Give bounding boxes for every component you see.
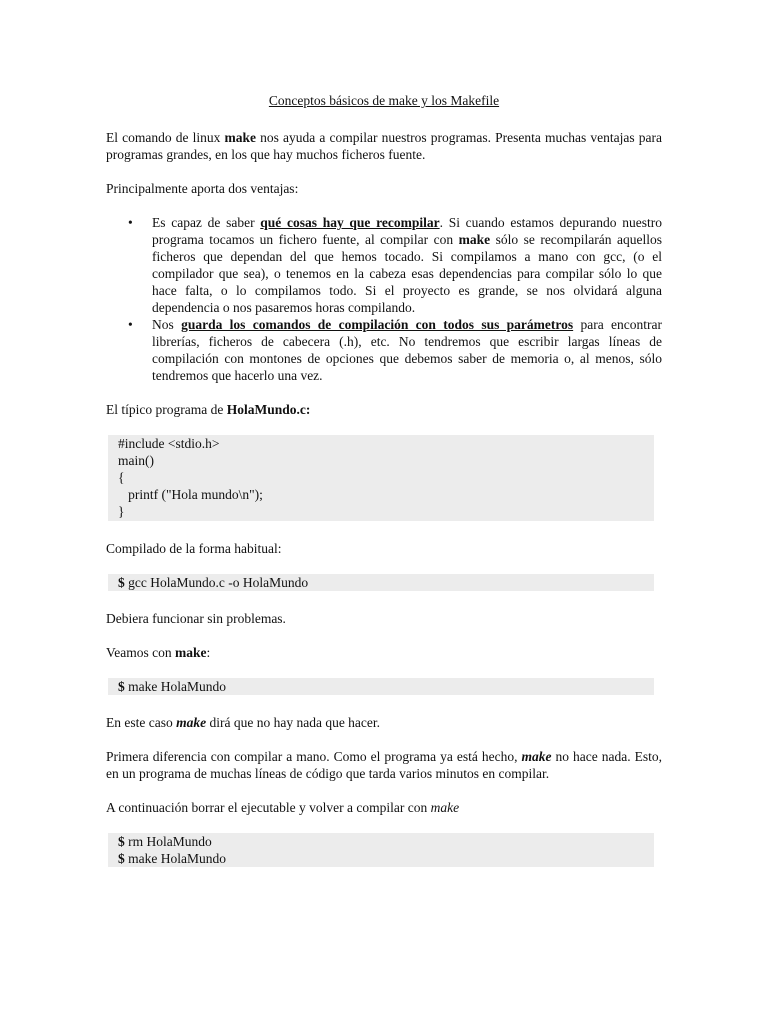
list-item xyxy=(106,214,662,316)
ventajas-intro: Principalmente aporta dos ventajas: xyxy=(106,181,299,196)
bullet-icon: • xyxy=(128,317,133,332)
document-title: Conceptos básicos de make y los Makefile xyxy=(268,93,500,108)
bullet-2-emphasis: guarda los comandos de compilación con todos sus parámetros xyxy=(181,317,574,332)
prompt-symbol: $ xyxy=(118,834,125,849)
continuacion-paragraph xyxy=(106,799,662,816)
intro-make: make xyxy=(224,130,256,145)
continuacion-text: A continuación borrar el ejecutable y volver a compilar con xyxy=(106,800,431,815)
command-line xyxy=(118,850,646,867)
veamos-colon: : xyxy=(206,645,211,660)
intro-paragraph xyxy=(106,129,662,163)
primera-text: Primera diferencia con compilar a mano. Como el programa ya está hecho, xyxy=(106,749,522,764)
compilado-paragraph: Compilado de la forma habitual: xyxy=(106,541,282,556)
document-page xyxy=(106,92,662,886)
code-line: } xyxy=(118,504,125,519)
debiera-paragraph: Debiera funcionar sin problemas. xyxy=(106,611,286,626)
code-line: #include <stdio.h> xyxy=(118,436,220,451)
bullet-1-emphasis: qué cosas hay que recompilar xyxy=(260,215,440,230)
code-block-holamundo xyxy=(108,435,654,521)
prompt-symbol: $ xyxy=(118,851,125,866)
ventajas-list xyxy=(106,214,662,384)
command-block-make xyxy=(108,678,654,695)
command-block-gcc xyxy=(108,574,654,591)
code-line: main() xyxy=(118,453,154,468)
en-este-caso-make: make xyxy=(176,715,207,730)
bullet-1-make: make xyxy=(458,232,491,247)
primera-make: make xyxy=(521,749,552,764)
tipico-text: El típico programa de xyxy=(106,402,227,417)
intro-text-1: El comando de linux xyxy=(106,130,225,145)
command-line xyxy=(118,574,646,591)
code-line: printf ("Hola mundo\n"); xyxy=(118,487,263,502)
command-line xyxy=(118,833,646,850)
bullet-2-pre: Nos xyxy=(152,317,182,332)
veamos-paragraph xyxy=(106,644,662,661)
list-item xyxy=(106,316,662,384)
code-line: { xyxy=(118,470,125,485)
bullet-2-post: para encontrar librerías, ficheros de cabecera (.h), etc. No tendremos que escribir largas líneas de compilación con montones de opciones que debemos saber de memoria o, al menos, sólo tendremos que hacerlo una vez. xyxy=(152,317,662,383)
continuacion-make: make xyxy=(430,800,460,815)
command-text: gcc HolaMundo.c -o HolaMundo xyxy=(124,575,309,590)
prompt-symbol: $ xyxy=(118,679,125,694)
en-este-caso-paragraph xyxy=(106,714,662,731)
bullet-1-post: sólo se recompilarán aquellos ficheros que dependan del que hemos tocado. Si compilamos a mano con gcc, (o el compilador que sea), o tenemos en la cabeza esas dependencias para compilar sólo lo que hace falta, o lo compilamos todo. Si el proyecto es grande, se nos olvidará alguna dependencia o nos pasaremos horas compilando. xyxy=(152,232,663,315)
primera-paragraph xyxy=(106,748,662,782)
bullet-icon: • xyxy=(128,215,133,230)
command-text: make HolaMundo xyxy=(124,851,226,866)
veamos-make: make xyxy=(174,645,207,660)
command-block-final xyxy=(108,833,654,867)
prompt-symbol: $ xyxy=(118,575,125,590)
intro-text-2: nos ayuda a compilar nuestros programas. Presenta muchas ventajas para programas grandes, en los que hay muchos ficheros fuente. xyxy=(106,130,662,162)
bullet-1-mid: . Si cuando estamos depurando nuestro programa tocamos un fichero fuente, al compilar con xyxy=(152,215,662,247)
command-line xyxy=(118,678,646,695)
primera-post: no hace nada. Esto, en un programa de muchas líneas de código que tarda varios minutos en compilar. xyxy=(106,749,662,781)
en-este-caso-text: En este caso xyxy=(106,715,177,730)
tipico-filename: HolaMundo.c: xyxy=(226,402,311,417)
tipico-paragraph xyxy=(106,401,662,418)
bullet-1-pre: Es capaz de saber xyxy=(152,215,261,230)
veamos-text: Veamos con xyxy=(106,645,175,660)
command-text: rm HolaMundo xyxy=(124,834,212,849)
command-text: make HolaMundo xyxy=(124,679,226,694)
en-este-caso-post: dirá que no hay nada que hacer. xyxy=(206,715,381,730)
